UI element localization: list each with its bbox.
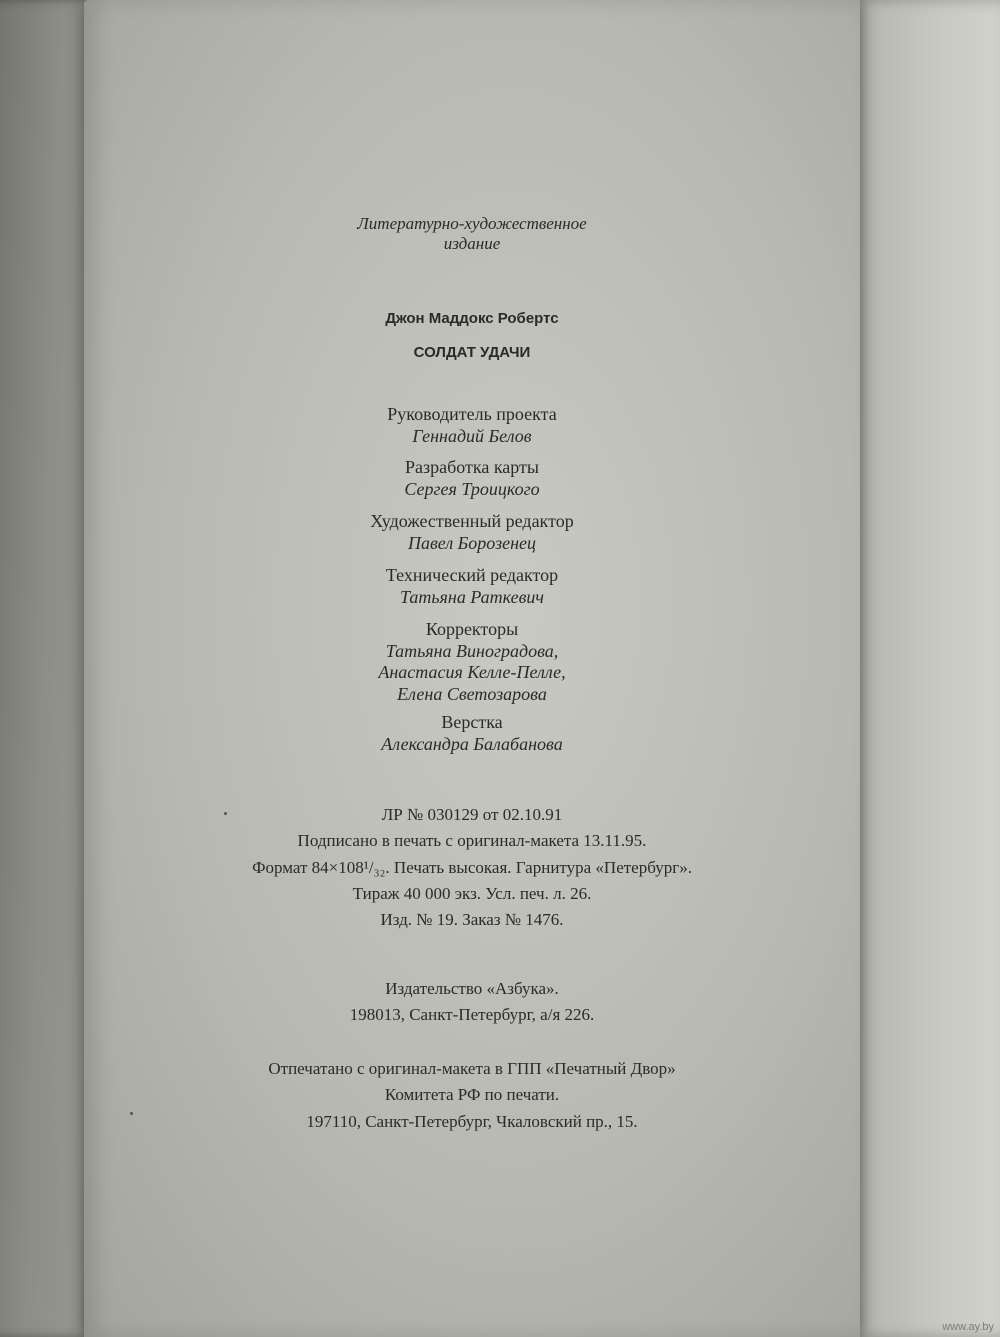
printer-info	[84, 1056, 860, 1135]
credit-proofreaders	[84, 619, 860, 705]
edition-type-line-1: Литературно-художественное	[357, 214, 587, 233]
printer-committee: Комитета РФ по печати.	[384, 1085, 560, 1105]
credit-role: Технический редактор	[385, 565, 559, 585]
signed-to-print-line: Подписано в печать с оригинал-макета 13.11.95.	[297, 831, 647, 851]
credit-role: Разработка карты	[404, 457, 540, 477]
credit-art-editor	[84, 511, 860, 554]
watermark: www.ay.by	[942, 1321, 994, 1333]
credit-name: Елена Светозарова	[397, 683, 547, 704]
credit-role: Руководитель проекта	[387, 404, 557, 424]
edition-type	[84, 214, 860, 255]
publisher-name: Издательство «Азбука».	[385, 979, 559, 998]
colophon-page	[84, 0, 860, 1337]
credit-name: Татьяна Раткевич	[399, 586, 545, 607]
printer-address: 197110, Санкт-Петербург, Чкаловский пр., 15.	[306, 1111, 638, 1131]
license-line: ЛР № 030129 от 02.10.91	[381, 805, 563, 824]
credit-name: Сергея Троицкого	[404, 478, 540, 499]
credit-name: Анастасия Келле-Пелле,	[378, 662, 566, 683]
publisher-address: 198013, Санкт-Петербург, а/я 226.	[349, 1005, 595, 1025]
edition-type-line-2: издание	[443, 234, 501, 254]
paper-speck	[130, 1112, 133, 1115]
printer-name: Отпечатано с оригинал-макета в ГПП «Печатный Двор»	[268, 1059, 676, 1078]
book-title: СОЛДАТ УДАЧИ	[413, 344, 531, 361]
credit-project-lead	[84, 404, 860, 447]
credit-role: Верстка	[441, 712, 503, 732]
paper-speck	[224, 812, 227, 815]
credit-name: Александра Балабанова	[381, 733, 563, 754]
order-line: Изд. № 19. Заказ № 1476.	[380, 910, 564, 930]
credit-name: Павел Борозенец	[407, 532, 536, 553]
print-run-line: Тираж 40 000 экз. Усл. печ. л. 26.	[352, 884, 592, 904]
credit-role: Корректоры	[425, 619, 519, 639]
credit-name: Геннадий Белов	[412, 425, 532, 446]
format-line: Формат 84×108¹/₃₂. Печать высокая. Гарнитура «Петербург».	[252, 857, 692, 877]
publisher-info	[84, 976, 860, 1029]
credit-role: Художественный редактор	[370, 511, 574, 531]
credit-name: Татьяна Виноградова,	[385, 640, 559, 661]
credit-layout	[84, 712, 860, 755]
print-info	[84, 802, 860, 934]
credit-tech-editor	[84, 565, 860, 608]
right-page-edge	[850, 0, 1000, 1337]
author-name: Джон Маддокс Робертс	[385, 310, 559, 327]
credit-map	[84, 457, 860, 500]
